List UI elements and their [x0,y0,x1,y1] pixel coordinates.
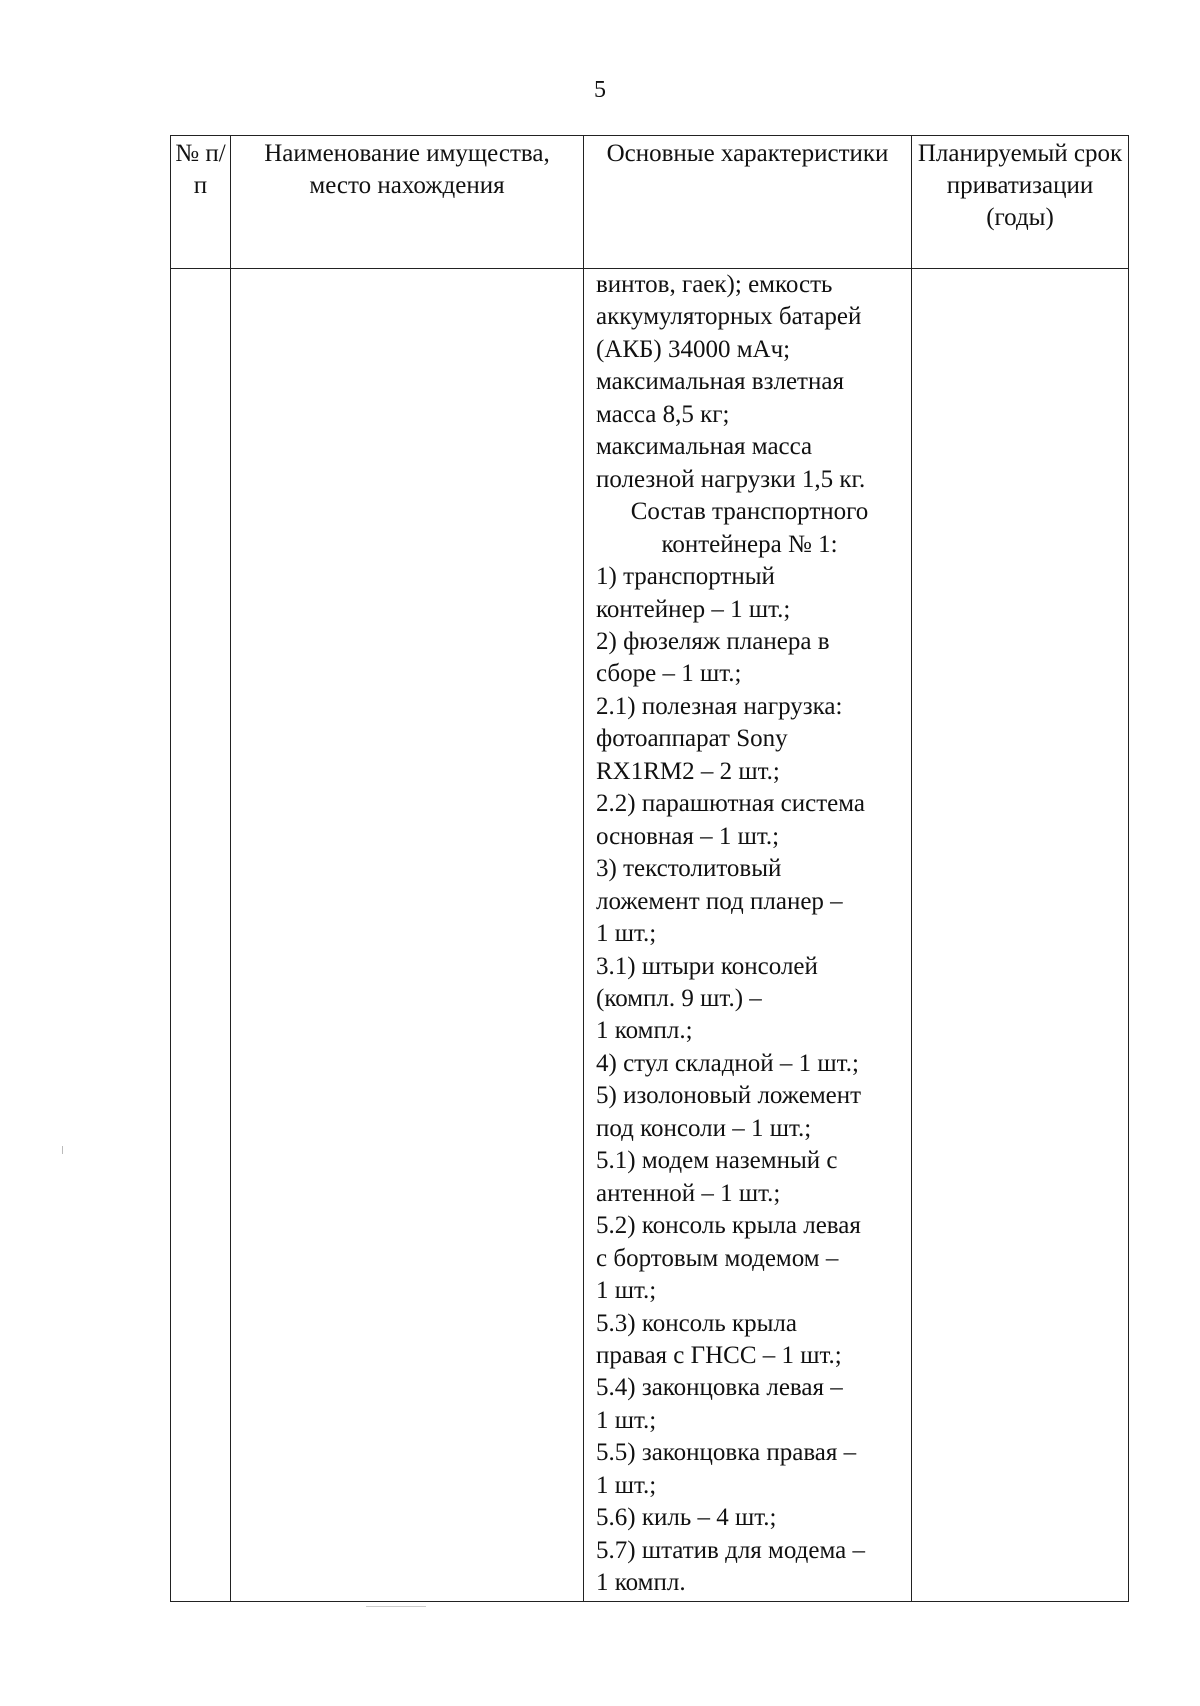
characteristics-line: полезной нагрузки 1,5 кг. [596,465,866,493]
characteristics-line: винтов, гаек); емкость [596,271,833,298]
characteristics-line: 1 компл.; [596,1017,693,1045]
table-row [171,269,1129,1602]
characteristics-line: ложемент под планер – [596,887,843,915]
characteristics-line: максимальная масса [596,433,813,461]
scan-mark [62,1146,63,1154]
characteristics-line: сборе – 1 шт.; [596,660,742,688]
cell-name [231,269,584,1602]
cell-term [912,269,1129,1602]
characteristics-line: 4) стул складной – 1 шт.; [596,1049,859,1077]
characteristics-line: контейнера № 1: [661,530,838,558]
characteristics-line: аккумуляторных батарей [596,303,862,331]
characteristics-text [584,269,911,1600]
characteristics-line: 5.1) модем наземный с [596,1147,838,1175]
characteristics-line: 3.1) штыри консолей [596,952,818,980]
characteristics-line: 2.2) парашютная система [596,790,865,818]
characteristics-line: 2.1) полезная нагрузка: [596,692,843,720]
characteristics-line: 1 шт.; [596,1406,657,1434]
characteristics-line: 5.2) консоль крыла левая [596,1212,861,1240]
characteristics-line: антенной – 1 шт.; [596,1179,781,1207]
characteristics-line: 5) изолоновый ложемент [596,1082,862,1110]
characteristics-line: 2) фюзеляж планера в [596,627,830,655]
characteristics-line: Состав транспортного [630,498,869,526]
characteristics-line: масса 8,5 кг; [596,400,730,428]
characteristics-line: под консоли – 1 шт.; [596,1114,812,1142]
characteristics-line: 1 компл. [596,1569,686,1597]
characteristics-line: 5.3) консоль крыла [596,1309,797,1337]
header-name: Наименование имущества, место нахождения [231,136,584,269]
characteristics-line: с бортовым модемом – [596,1244,839,1272]
characteristics-line: 1 шт.; [596,920,657,948]
characteristics-line: 1) транспортный [596,563,775,591]
header-term: Планируемый срок приватизации (годы) [912,136,1129,269]
characteristics-line: основная – 1 шт.; [596,822,780,850]
characteristics-line: (компл. 9 шт.) – [596,984,762,1012]
characteristics-line: контейнер – 1 шт.; [596,595,791,623]
property-table [170,135,1129,1602]
header-characteristics: Основные характеристики [584,136,912,269]
characteristics-line: 1 шт.; [596,1471,657,1499]
characteristics-line: фотоаппарат Sony [596,725,788,753]
characteristics-line: 5.5) законцовка правая – [596,1439,857,1467]
characteristics-line: (АКБ) 34000 мАч; [596,335,791,363]
characteristics-line: 5.4) законцовка левая – [596,1374,843,1402]
characteristics-line: 5.7) штатив для модема – [596,1536,865,1564]
characteristics-line: RX1RM2 – 2 шт.; [596,757,780,785]
table-header [171,136,1129,269]
characteristics-line: правая с ГНСС – 1 шт.; [596,1341,842,1369]
header-number: № п/п [171,136,231,269]
page-number: 5 [594,77,606,103]
cell-number [171,269,231,1602]
cell-characteristics [584,269,912,1602]
characteristics-line: 3) текстолитовый [596,855,782,883]
characteristics-line: 1 шт.; [596,1277,657,1305]
scan-mark [366,1606,426,1607]
header-row [171,136,1129,269]
characteristics-line: максимальная взлетная [596,368,844,396]
characteristics-line: 5.6) киль – 4 шт.; [596,1504,777,1532]
